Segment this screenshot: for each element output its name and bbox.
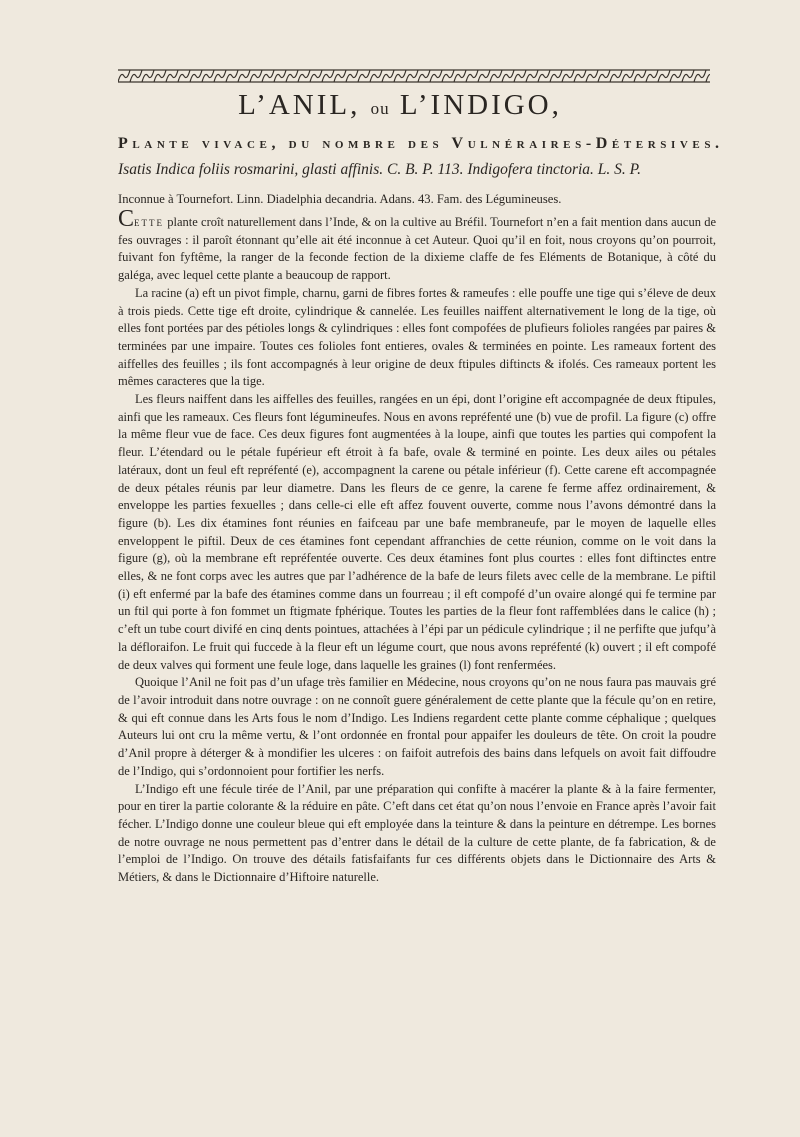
paragraph-4: Quoique l’Anil ne foit pas d’un ufage très familier en Médecine, nous croyons qu’on ne nous faura pas mauvais gré de l’avoir introduit dans notre ouvrage : on ne connoît guere généralement de cette plante que la fécule qu’on en retire, & qui eft connue dans les Arts fous le nom d’Indigo. Les Indiens regardent cette plante comme céphalique ; quelques Auteurs lui ont cru la même vertu, & l’ont ordonnée en frontal pour appaifer les douleurs de tête. On croit la poudre d’Anil propre à déterger & à mondifier les ulceres : on faifoit autrefois des bains dans lefquels on avoit fait diffoudre de l’Indigo, qui s’ordonnoient pour fortifier les nerfs.	[118, 675, 716, 778]
title-main: L’ANIL,	[238, 89, 361, 121]
paragraph-3: Les fleurs naiffent dans les aiffelles des feuilles, rangées en un épi, dont l’origine eft accompagnée de deux ftipules, ainfi que les rameaux. Ces fleurs font légumineufes. Nous en avons repréfenté une (b) vue de profil. La figure (c) offre la même fleur vue de face. Ces deux figures font augmentées à la loupe, ainfi que toutes les parties qui compofent la fleur. L’étendard ou le pétale fupérieur eft étroit à fa bafe, ovale & terminé en pointe. Les deux ailes ou pétales latéraux, dont un feul eft repréfenté (e), accompagnent la carene ou pétale inférieur (f). Cette carene eft accompagnée de deux pétales réunis par leur diametre. Dans les fleurs de ce genre, la carene fe ferme affez ordinairement, & enveloppe les parties fexuelles ; dans celle-ci elle eft affez fouvent ouverte, comme nous l’avons démontré dans la figure (b). Les dix étamines font réunies en faifceau par une bafe membraneufe, par le moyen de laquelle elles enveloppent le piftil. Deux de ces étamines font cependant affranchies de cette réunion, comme on le voit dans la figure (g), où la membrane eft repréfentée ouverte. Ces deux étamines font plus courtes : elles font diftinctes entre elles, & ne font corps avec les autres que par l’adhérence de la bafe de leurs filets avec celle de la membrane. Le piftil (i) eft enfermé par la bafe des étamines comme dans un fourreau ; il eft compofé d’un ovaire alongé qui fe termine par un ftil qui porte à fon fommet un ftigmate fphérique. Toutes les parties de la fleur font raffemblées dans le calice (h) ; c’eft un tube court divifé en cinq dents pointues, attachées à l’épi par un pédicule cylindrique ; il ne perfifte que jufqu’à la défloraifon. Le fruit qui fuccede à la fleur eft un légume court, que nous avons repréfenté (k) ouvert ; il eft compofé de deux valves qui forment une feule loge, dans laquelle les graines (l) font renfermées.	[118, 392, 716, 672]
paragraph-5: L’Indigo eft une fécule tirée de l’Anil, par une préparation qui confifte à macérer la plante & à la faire fermenter, pour en tirer la partie colorante & la réduire en pâte. C’eft dans cet état qu’on nous l’envoie en France après l’avoir fait fécher. L’Indigo donne une couleur bleue qui eft employée dans la teinture & dans la peinture en détrempe. Les bornes de notre ouvrage ne nous permettent pas d’entrer dans le détail de la culture de cette plante, de fa fabrication, & de l’emploi de l’Indigo. On trouve des détails fatisfaifants fur ces différents objets dans le Dictionnaire des Arts & Métiers, & dans le Dictionnaire d’Hiftoire naturelle.	[118, 781, 716, 885]
synonym-text: Isatis Indica foliis rosmarini, glasti affinis. C. B. P. 113. Indigofera tinctoria. L. S. P.	[118, 161, 642, 178]
page-title	[0, 88, 800, 126]
paragraph-2: La racine (a) eft un pivot fimple, charnu, garni de fibres fortes & rameufes : elle pouffe une tige qui s’éleve de deux à trois pieds. Cette tige eft droite, cylindrique & cannelée. Les feuilles naiffent alternativement le long de la tige, où elles font portées par des pétioles longs & cylindriques : elles font compofées de plufieurs folioles rangées par paires & terminées par une impaire. Toutes ces folioles font entieres, ovales & terminées en pointe. Les rameaux fortent des aiffelles des feuilles ; ils font accompagnés à leur origine de deux ftipules diftincts & ifolés. Ces rameaux portent les mêmes caracteres que la tige.	[118, 285, 716, 389]
decorative-border-ornament	[118, 67, 710, 85]
article-body	[118, 206, 716, 887]
drop-cap: C	[118, 206, 135, 232]
title-alt: L’INDIGO,	[399, 89, 562, 121]
paragraph-1-text: plante croît naturellement dans l’Inde, & on la cultive au Bréfil. Tournefort n’en a fait mention dans aucun de fes ouvrages : il paroît étonnant qu’elle ait été inconnue à cet Auteur. Quoi qu’il en foit, nous croyons qu’on pourroit, fuivant fon fyftême, la ranger de la feconde fection de la dixieme claffe de fes Eléments de Botanique, à côté du galéga, avec lequel cette plante a beaucoup de rapport.	[118, 215, 716, 283]
classification-line: Inconnue à Tournefort. Linn. Diadelphia decandria. Adans. 43. Fam. des Légumineuses.	[118, 192, 562, 206]
title-conjunction: ou	[370, 99, 390, 118]
plant-subtitle: Plante vivace, du nombre des Vulnéraires-Détersives.	[118, 135, 724, 152]
botanical-synonym	[118, 160, 718, 180]
paragraph-1	[118, 206, 716, 285]
first-word: ette	[134, 215, 165, 229]
